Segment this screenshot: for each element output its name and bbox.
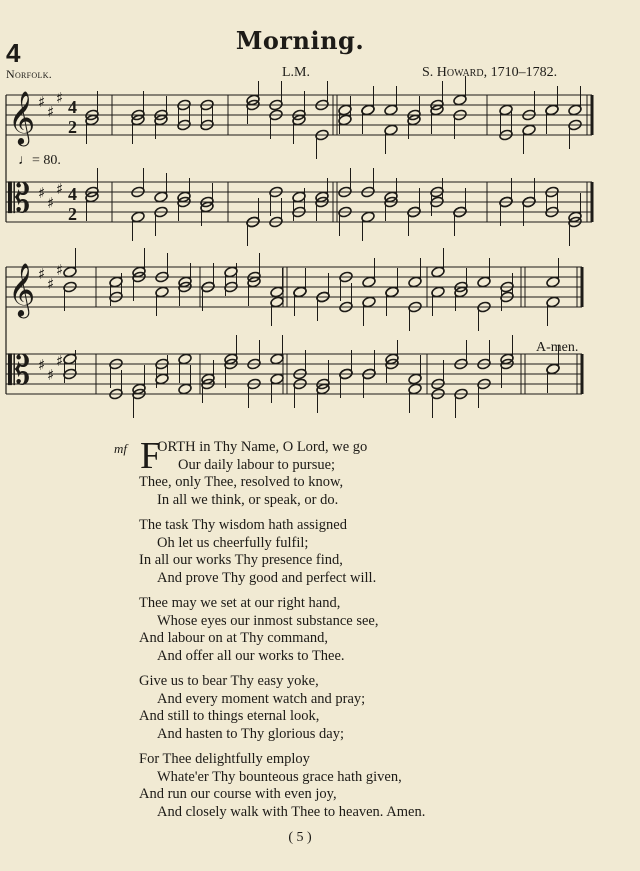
verse-line: And offer all our works to Thee.	[157, 647, 345, 664]
tune-name: Norfolk.	[6, 67, 53, 81]
verse-line: And closely walk with Thee to heaven. Amen.	[157, 803, 426, 820]
time-sig-num: 4	[68, 184, 77, 204]
sharp-sign: ♯	[38, 356, 46, 374]
composer-dates: , 1710–1782.	[483, 65, 558, 80]
verse-line: The task Thy wisdom hath assigned	[139, 517, 347, 533]
verse-line: And hasten to Thy glorious day;	[157, 725, 345, 742]
sharp-sign: ♯	[47, 194, 55, 212]
verse-line: Oh let us cheerfully fulfil;	[157, 534, 309, 551]
c-clef: 𝄡	[8, 176, 31, 222]
verse-line: Thee may we set at our right hand,	[139, 595, 341, 611]
time-sig-num: 4	[68, 97, 77, 117]
hymn-title: Morning.	[235, 26, 365, 55]
verse-line: And still to things eternal look,	[139, 708, 320, 724]
verse-line: ORTH in Thy Name, O Lord, we go	[157, 439, 368, 455]
sharp-sign: ♯	[38, 265, 46, 283]
verse-line: For Thee delightfully employ	[139, 751, 310, 767]
treble-clef: 𝄞	[8, 262, 36, 316]
hymn-number: 4	[6, 38, 21, 68]
time-sig-den: 2	[68, 204, 77, 224]
verse-line: Whate'er Thy bounteous grace hath given,	[157, 768, 402, 785]
sharp-sign: ♯	[47, 275, 55, 293]
dynamic-marking: mf	[114, 441, 127, 456]
sharp-sign: ♯	[56, 261, 64, 279]
music-score	[0, 0, 640, 420]
verse-line: And labour on at Thy command,	[139, 630, 329, 646]
sharp-sign: ♯	[38, 93, 46, 111]
verse-line: In all we think, or speak, or do.	[157, 491, 339, 508]
sharp-sign: ♯	[38, 184, 46, 202]
verse-line: Our daily labour to pursue;	[178, 456, 336, 473]
verse-line: And prove Thy good and perfect will.	[157, 569, 377, 586]
tempo-marking: ♩= 80.	[18, 153, 61, 168]
verse-line: Thee, only Thee, resolved to know,	[139, 474, 344, 490]
verse-line: In all our works Thy presence find,	[139, 552, 343, 568]
verse-line: And every moment watch and pray;	[157, 690, 366, 707]
sharp-sign: ♯	[56, 180, 64, 198]
sharp-sign: ♯	[47, 366, 55, 384]
time-sig-den: 2	[68, 117, 77, 137]
meter: L.M.	[282, 65, 310, 80]
verse-line: Give us to bear Thy easy yoke,	[139, 673, 319, 689]
sharp-sign: ♯	[56, 89, 64, 107]
drop-capital: F	[140, 435, 162, 477]
treble-clef: 𝄞	[8, 90, 36, 144]
sharp-sign: ♯	[56, 352, 64, 370]
verse-line: Whose eyes our inmost substance see,	[157, 612, 379, 629]
sharp-sign: ♯	[47, 103, 55, 121]
c-clef: 𝄡	[8, 348, 31, 394]
amen-lyric: A-men.	[536, 340, 579, 355]
verse-line: And run our course with even joy,	[139, 786, 337, 802]
composer-name: S. Howard	[422, 65, 484, 80]
page-number: ( 5 )	[288, 830, 312, 845]
